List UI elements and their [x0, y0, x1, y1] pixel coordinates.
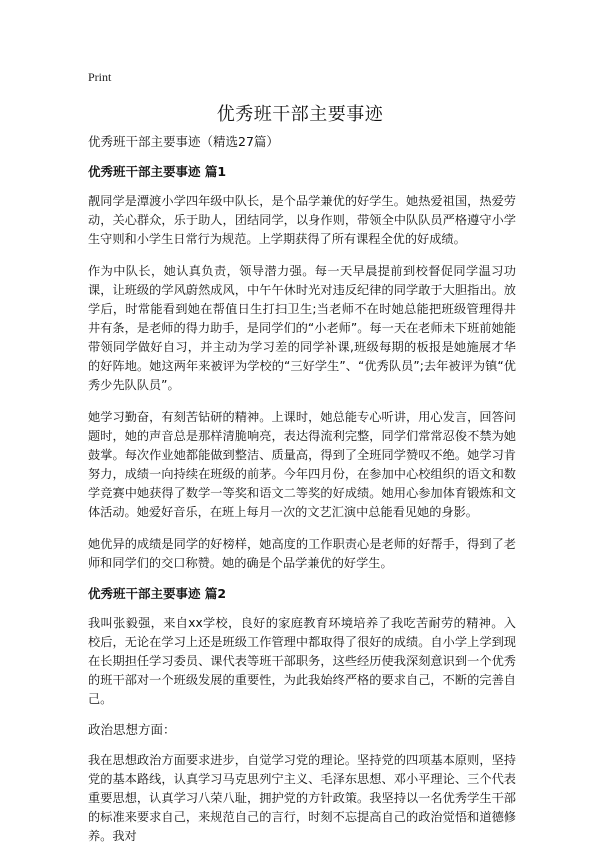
section-heading-1: 优秀班干部主要事迹 篇1: [88, 164, 227, 179]
paragraph: 我在思想政治方面要求进步，自觉学习党的理论。坚持党的四项基本原则，坚持党的基本路线，认真学习马克思列宁主义、毛泽东思想、邓小平理论、三个代表重要思想，认真学习八荣八耻，拥护党的方针政策。我坚持以一名优秀学生干部的标准来要求自己，来规范自己的言行，时刻不忘提高自己的政治觉悟和道德修养。我对: [88, 753, 516, 843]
document-body: [88, 134, 516, 859]
document-subtitle: 优秀班干部主要事迹（精选27篇）: [88, 134, 279, 149]
paragraph: 作为中队长，她认真负责，领导潜力强。每一天早晨提前到校督促同学温习功课，让班级的学风蔚然成风，中午午休时光对违反纪律的同学敢于大胆指出。放学后，时常能看到她在帮值日生打扫卫生;当老师不在时她总能把班级管理得井井有条，是老师的得力助手，是同学们的“小老师”。每一天在老师未下班前她能带领同学做好自习，并主动为学习差的同学补课,班级每期的板报是她施展才华的好阵地。她这两年来被评为学校的“三好学生”、“优秀队员”;去年被评为镇“优秀少先队队员”。: [88, 264, 516, 392]
section-heading-2: 优秀班干部主要事迹 篇2: [88, 586, 227, 601]
page-title: 优秀班干部主要事迹: [216, 104, 384, 125]
paragraph: 靓同学是潭渡小学四年级中队长，是个品学兼优的好学生。她热爱祖国，热爱劳动，关心群众，乐于助人，团结同学，以身作则，带领全中队队员严格遵守小学生守则和小学生日常行为规范。上学期获得了所有课程全优的好成绩。: [88, 194, 516, 246]
paragraph: 她优异的成绩是同学的好榜样，她高度的工作职责心是老师的好帮手，得到了老师和同学们的交口称赞。她的确是个品学兼优的好学生。: [88, 537, 516, 570]
print-link[interactable]: Print: [88, 70, 112, 84]
paragraph: 她学习勤奋，有刻苦钻研的精神。上课时，她总能专心听讲，用心发言，回答问题时，她的声音总是那样清脆响亮，表达得流利完整，同学们常常忍俊不禁为她鼓掌。每次作业她都能做到整洁、质量高，得到了全班同学赞叹不绝。她学习肯努力，成绩一向持续在班级的前茅。今年四月份，在参加中心校组织的语文和数学竞赛中她获得了数学一等奖和语文二等奖的好成绩。她用心参加体育锻炼和文体活动。她爱好音乐，在班上每月一次的文艺汇演中总能看见她的身影。: [88, 410, 516, 519]
section-label: 政治思想方面：: [88, 722, 176, 737]
paragraph: 我叫张毅强，来自xx学校，良好的家庭教育环境培养了我吃苦耐劳的精神。入校后，无论在学习上还是班级工作管理中都取得了很好的成绩。自小学上学到现在长期担任学习委员、课代表等班干部职务，这些经历使我深刻意识到一个优秀的班干部对一个班级发展的重要性，为此我始终严格的要求自己，不断的完善自己。: [88, 616, 516, 706]
